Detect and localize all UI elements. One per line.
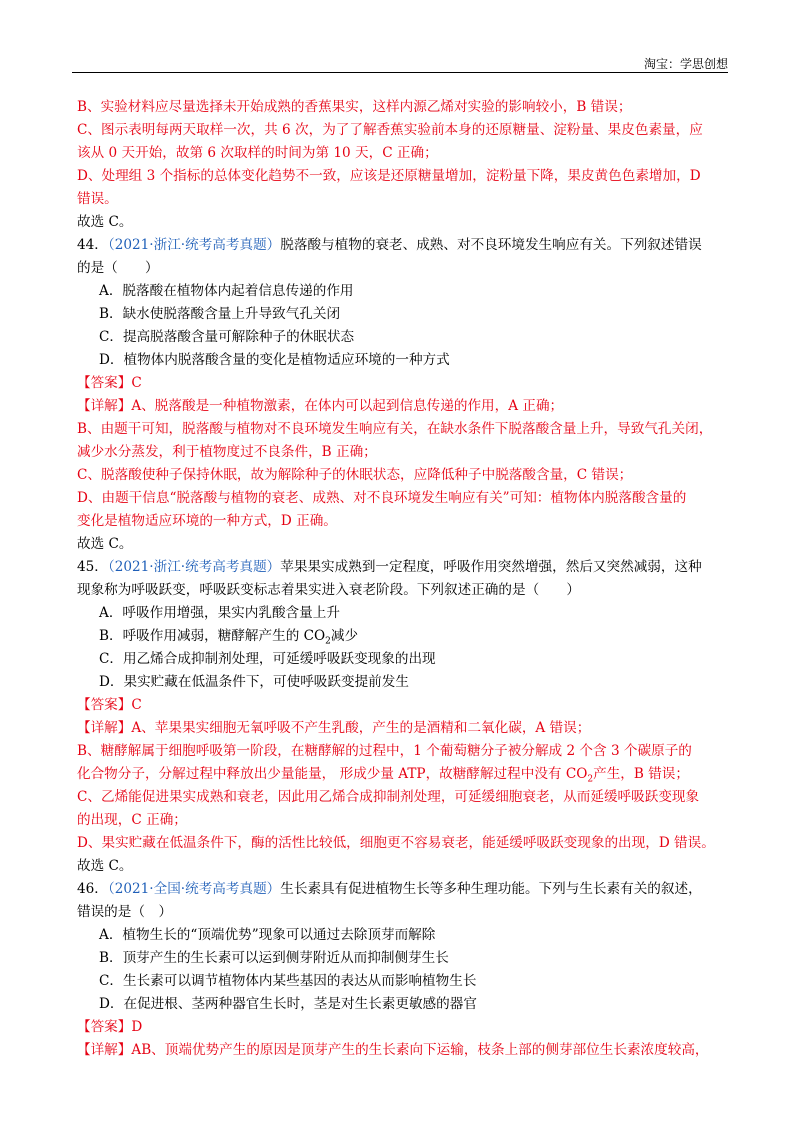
prev-detail-b: B、实验材料应尽量选择未开始成熟的香蕉果实，这样内源乙烯对实验的影响较小，B 错误； — [77, 99, 632, 115]
q45-number: 45． — [77, 559, 108, 575]
q45-detail-b-2-sub: 2 — [587, 774, 594, 785]
q45-stem-1: 苹果果实成熟到一定程度，呼吸作用突然增强，然后又突然减弱，这种 — [280, 559, 702, 575]
q45-detail-tag: 【详解】 — [77, 720, 132, 736]
q45-option-b-pre: B．呼吸作用减弱，糖酵解产生的 CO — [99, 628, 326, 644]
prev-final: 故选 C。 — [77, 214, 133, 230]
q44-option-d: D．植物体内脱落酸含量的变化是植物适应环境的一种方式 — [99, 352, 450, 368]
q44-detail-tag: 【详解】 — [77, 398, 132, 414]
q46-option-b: B．顶芽产生的生长素可以运到侧芽附近从而抑制侧芽生长 — [99, 950, 449, 966]
q45-answer-tag: 【答案】 — [77, 697, 132, 713]
q45-stem-line-1 — [77, 556, 730, 579]
q46-option-d: D．在促进根、茎两种器官生长时，茎是对生长素更敏感的器官 — [99, 996, 477, 1012]
q44-answer — [77, 372, 730, 395]
q45-final: 故选 C。 — [77, 858, 133, 874]
q46-detail-tag: 【详解】 — [77, 1042, 132, 1058]
q45-detail-b-2-post: 产生，B 错误； — [593, 766, 689, 782]
q45-detail-b-2 — [77, 763, 730, 786]
document-body — [77, 96, 730, 1062]
q44-detail-c: C、脱落酸使种子保持休眠，故为解除种子的休眠状态，应降低种子中脱落酸含量，C 错误； — [77, 467, 633, 483]
q46-stem-2: 错误的是（ ） — [77, 904, 173, 920]
q44-detail-d-2: 变化是植物适应环境的一种方式，D 正确。 — [77, 513, 337, 529]
q46-answer — [77, 1016, 730, 1039]
q45-stem-2: 现象称为呼吸跃变，呼吸跃变标志着果实进入衰老阶段。下列叙述正确的是（ ） — [77, 582, 580, 598]
q45-detail-c-2: 的出现，C 正确； — [77, 812, 187, 828]
q44-detail-b-1: B、由题干可知，脱落酸与植物对不良环境发生响应有关，在缺水条件下脱落酸含量上升，导致气孔关闭， — [77, 421, 713, 437]
q44-answer-value: C — [131, 375, 142, 391]
q45-answer-value: C — [131, 697, 142, 713]
q44-option-b: B．缺水使脱落酸含量上升导致气孔关闭 — [99, 306, 341, 322]
q44-stem-1: 脱落酸与植物的衰老、成熟、对不良环境发生响应有关。下列叙述错误 — [280, 237, 702, 253]
q45-answer — [77, 694, 730, 717]
q46-source: （2021·全国·统考高考真题） — [107, 881, 281, 897]
q45-detail-d: D、果实贮藏在低温条件下，酶的活性比较低，细胞更不容易衰老，能延缓呼吸跃变现象的出现，D 错误。 — [77, 835, 715, 851]
q44-detail-d-1: D、由题干信息“脱落酸与植物的衰老、成熟、对不良环境发生响应有关”可知：植物体内脱落酸含量的 — [77, 490, 687, 506]
prev-detail-c-1: C、图示表明每两天取样一次，共 6 次，为了了解香蕉实验前本身的还原糖量、淀粉量、果皮色素量，应 — [77, 122, 703, 138]
q44-final: 故选 C。 — [77, 536, 133, 552]
q45-source: （2021·浙江·统考高考真题） — [107, 559, 281, 575]
prev-detail-c-2: 该从 0 天开始，故第 6 次取样的时间为第 10 天，C 正确； — [77, 145, 438, 161]
q46-stem-line-1 — [77, 878, 730, 901]
q44-number: 44． — [77, 237, 108, 253]
q45-option-b-sub: 2 — [325, 636, 331, 647]
header-text: 淘宝：学思创想 — [643, 57, 728, 71]
prev-detail-d-2: 错误。 — [77, 191, 118, 207]
q44-answer-tag: 【答案】 — [77, 375, 132, 391]
q46-answer-tag: 【答案】 — [77, 1019, 132, 1035]
header-rule — [72, 72, 728, 73]
q46-detail-1: AB、顶端优势产生的原因是顶芽产生的生长素向下运输，枝条上部的侧芽部位生长素浓度较高， — [131, 1042, 709, 1058]
q45-detail-b-2-pre: 化合物分子，分解过程中释放出少量能量， 形成少量 ATP，故糖酵解过程中没有 CO — [77, 766, 588, 782]
q46-option-c: C．生长素可以调节植物体内某些基因的表达从而影响植物生长 — [99, 973, 477, 989]
q45-detail-b-1: B、糖酵解属于细胞呼吸第一阶段，在糖酵解的过程中，1 个葡萄糖分子被分解成 2 个含 3 个碳原子的 — [77, 743, 692, 759]
prev-detail-d-1: D、处理组 3 个指标的总体变化趋势不一致，应该是还原糖量增加，淀粉量下降，果皮黄色色素增加，D — [77, 168, 701, 184]
q45-option-d: D．果实贮藏在低温条件下，可使呼吸跃变提前发生 — [99, 674, 409, 690]
q46-stem-1: 生长素具有促进植物生长等多种生理功能。下列与生长素有关的叙述， — [280, 881, 702, 897]
q45-option-c: C．用乙烯合成抑制剂处理，可延缓呼吸跃变现象的出现 — [99, 651, 436, 667]
q45-detail-c-1: C、乙烯能促进果实成熟和衰老，因此用乙烯合成抑制剂处理，可延缓细胞衰老，从而延缓呼吸跃变现象 — [77, 789, 700, 805]
q46-answer-value: D — [131, 1019, 143, 1035]
q45-detail-a: A、苹果果实细胞无氧呼吸不产生乳酸，产生的是酒精和二氧化碳，A 错误； — [131, 720, 591, 736]
q45-option-b — [77, 625, 730, 648]
q44-option-c: C．提高脱落酸含量可解除种子的休眠状态 — [99, 329, 355, 345]
q44-detail-a-line — [77, 395, 730, 418]
q44-stem-line-1 — [77, 234, 730, 257]
q46-number: 46． — [77, 881, 108, 897]
q45-option-a: A．呼吸作用增强，果实内乳酸含量上升 — [99, 605, 340, 621]
q45-option-b-post: 减少 — [330, 628, 359, 644]
q44-source: （2021·浙江·统考高考真题） — [107, 237, 281, 253]
q44-detail-b-2: 减少水分蒸发，利于植物度过不良条件，B 正确； — [77, 444, 377, 460]
q46-option-a: A．植物生长的“顶端优势”现象可以通过去除顶芽而解除 — [99, 927, 436, 943]
q46-detail-1-line — [77, 1039, 730, 1062]
q44-stem-2: 的是（ ） — [77, 260, 159, 276]
q44-detail-a: A、脱落酸是一种植物激素，在体内可以起到信息传递的作用，A 正确； — [131, 398, 564, 414]
q44-option-a: A．脱落酸在植物体内起着信息传递的作用 — [99, 283, 354, 299]
q45-detail-a-line — [77, 717, 730, 740]
